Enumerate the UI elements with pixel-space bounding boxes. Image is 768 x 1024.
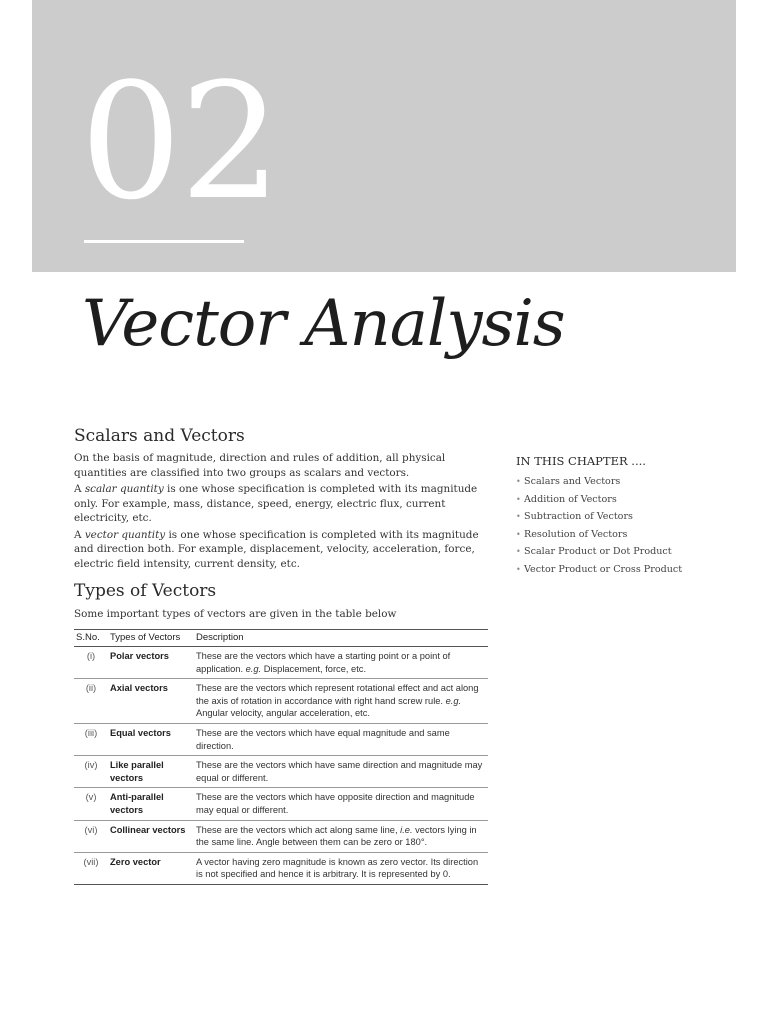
row-sno: (iii) <box>74 723 108 755</box>
desc-text-2: Displacement, force, etc. <box>261 663 367 674</box>
table-row <box>74 820 488 852</box>
row-type: Polar vectors <box>108 647 194 679</box>
chapter-number: 02 <box>80 48 280 235</box>
desc-text: These are the vectors which have equal magnitude and same direction. <box>196 727 450 751</box>
desc-text-2: vectors lying in the same line. Angle between them can be zero or 180°. <box>196 824 477 848</box>
section-heading-scalars-vectors: Scalars and Vectors <box>74 426 245 446</box>
list-item <box>516 561 716 579</box>
main-content <box>74 426 488 885</box>
row-sno: (v) <box>74 788 108 820</box>
row-type: Axial vectors <box>108 679 194 724</box>
header-type: Types of Vectors <box>108 630 194 647</box>
table-header-row <box>74 630 488 647</box>
scalar-definition-text: is one whose specification is completed with its magnitude only. For example, mass, distance, speed, energy, electric flux, current electricity, etc. <box>74 483 478 525</box>
chapter-topics-list <box>516 473 716 578</box>
bullet-icon: • <box>516 547 521 556</box>
row-type: Equal vectors <box>108 723 194 755</box>
row-description <box>194 723 488 755</box>
intro-paragraph: On the basis of magnitude, direction and rules of addition, all physical quantities are classified into two groups as scalars and vectors. <box>74 452 446 479</box>
table-row <box>74 723 488 755</box>
desc-text: A vector having zero magnitude is known as zero vector. Its direction is not specified and hence it is arbitrary. It is represented by 0. <box>196 856 479 880</box>
row-type: Zero vector <box>108 852 194 884</box>
row-description <box>194 647 488 679</box>
list-item-label: Addition of Vectors <box>524 493 617 505</box>
list-item-label: Scalars and Vectors <box>524 476 621 487</box>
desc-text: These are the vectors which represent rotational effect and act along the axis of rotation in accordance with right hand screw rule. <box>196 683 479 706</box>
row-description <box>194 852 488 884</box>
in-this-chapter-panel <box>516 454 716 578</box>
row-description <box>194 756 488 788</box>
list-item <box>516 543 716 561</box>
desc-abbrev: e.g. <box>445 695 462 706</box>
bullet-icon: • <box>516 494 521 504</box>
list-item-label: Resolution of Vectors <box>524 528 628 540</box>
table-row <box>74 852 488 884</box>
row-type: Anti-parallel vectors <box>108 788 194 820</box>
desc-text: These are the vectors which have same direction and magnitude may equal or different. <box>196 760 483 783</box>
list-item-label: Scalar Product or Dot Product <box>524 546 672 557</box>
chapter-title: Vector Analysis <box>82 287 565 361</box>
row-type: Like parallel vectors <box>108 756 194 788</box>
row-sno: (i) <box>74 647 108 679</box>
list-item-label: Vector Product or Cross Product <box>524 563 683 575</box>
vector-definition <box>74 528 488 572</box>
header-sno: S.No. <box>74 630 108 647</box>
desc-abbrev: e.g. <box>245 663 262 674</box>
bullet-icon: • <box>516 529 521 539</box>
types-of-vectors-table <box>74 629 488 885</box>
vector-prefix: A <box>74 528 85 541</box>
row-sno: (ii) <box>74 679 108 724</box>
types-intro: Some important types of vectors are given in the table below <box>74 607 397 620</box>
in-this-chapter-heading: IN THIS CHAPTER .... <box>516 454 646 468</box>
desc-text: These are the vectors which have opposite direction and magnitude may equal or different. <box>196 792 475 815</box>
row-type: Collinear vectors <box>108 820 194 852</box>
row-description <box>194 788 488 820</box>
desc-text: These are the vectors which have a starting point or a point of application. <box>196 651 451 674</box>
table-row <box>74 788 488 820</box>
scalar-prefix: A <box>74 483 85 496</box>
scalar-term: scalar quantity <box>84 483 164 496</box>
list-item <box>516 526 716 544</box>
row-description <box>194 820 488 852</box>
vector-term: vector quantity <box>84 528 166 541</box>
row-sno: (vi) <box>74 820 108 852</box>
bullet-icon: • <box>516 512 521 521</box>
bullet-icon: • <box>516 564 521 574</box>
header-description: Description <box>194 630 488 647</box>
list-item <box>516 508 716 526</box>
scalar-definition <box>74 482 488 526</box>
desc-abbrev: i.e. <box>400 824 413 835</box>
row-sno: (iv) <box>74 756 108 788</box>
vector-definition-text: is one whose specification is completed with its magnitude and direction both. For example, displacement, velocity, acceleration, force, electric field intensity, current density, etc. <box>74 528 479 570</box>
chapter-number-underline <box>84 240 244 243</box>
table-row <box>74 679 488 724</box>
list-item <box>516 473 716 491</box>
section-heading-types-of-vectors: Types of Vectors <box>74 581 217 602</box>
list-item-label: Subtraction of Vectors <box>524 511 633 522</box>
list-item <box>516 491 716 509</box>
table-row <box>74 756 488 788</box>
bullet-icon: • <box>516 477 521 486</box>
desc-text: These are the vectors which act along same line, <box>196 824 401 835</box>
row-sno: (vii) <box>74 852 108 884</box>
desc-text-2: Angular velocity, angular acceleration, etc. <box>196 708 370 719</box>
table-row <box>74 647 488 679</box>
row-description <box>194 679 488 724</box>
